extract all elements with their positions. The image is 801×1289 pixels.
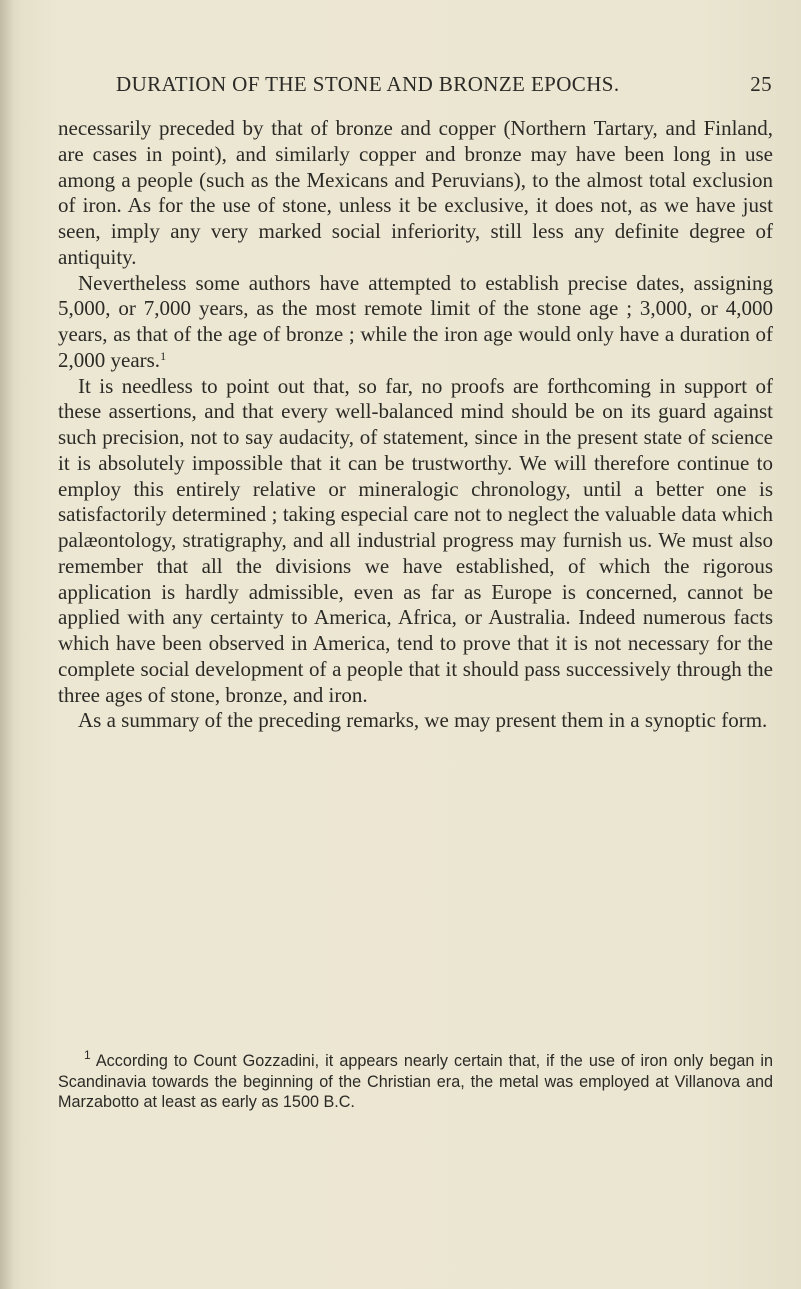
footnote [58, 1048, 773, 1113]
running-head [60, 72, 772, 102]
paragraph: necessarily preceded by that of bronze and copper (Northern Tartary, and Finland, are cases in point), and similarly copper and bronze may have been long in use among a people (such as the Mexicans and Peruvians), to the almost total exclusion of iron. As for the use of stone, unless it be exclusive, it does not, as we have just seen, imply any very marked social inferiority, still less any definite degree of antiquity. [58, 116, 773, 269]
footnote-reference: 1 [160, 348, 167, 363]
page-number: 25 [750, 72, 772, 96]
paragraph: As a summary of the preceding remarks, we may present them in a synoptic form. [78, 708, 768, 733]
body-text [58, 116, 773, 734]
running-head-title: DURATION OF THE STONE AND BRONZE EPOCHS. [116, 72, 620, 96]
paragraph-text: Nevertheless some authors have attempted to establish precise dates, assigning 5,000, or 7,000 years, as the most remote limit of the stone age ; 3,000, or 4,000 years, as that of the age of bronze ; while the iron age would only have a duration of 2,000 years. [58, 270, 773, 372]
page-gutter-shadow [0, 0, 14, 1289]
paragraph: It is needless to point out that, so far, no proofs are forthcoming in support of these assertions, and that every well-balanced mind should be on its guard against such precision, not to say audacity, of statement, since in the present state of science it is absolutely impossible that it can be trustworthy. We will therefore continue to employ this entirely relative or mineralogic chronology, until a better one is satisfactorily determined ; taking especial care not to neglect the valuable data which palæontology, stratigraphy, and all industrial progress may furnish us. We must also remember that all the divisions we have established, of which the rigorous application is hardly admissible, even as far as Europe is concerned, cannot be applied with any certainty to America, Africa, or Australia. Indeed numerous facts which have been observed in America, tend to prove that it is not necessary for the complete social development of a people that it should pass successively through the three ages of stone, bronze, and iron. [58, 373, 773, 707]
footnote-marker: 1 [84, 1048, 91, 1062]
footnote-text: According to Count Gozzadini, it appears nearly certain that, if the use of iron only began in Scandinavia towards the beginning of the Christian era, the metal was employed at Villanova and Marzabotto at least as early as 1500 B.C. [58, 1052, 773, 1111]
paragraph [58, 271, 773, 374]
footnote-paragraph [58, 1048, 773, 1113]
